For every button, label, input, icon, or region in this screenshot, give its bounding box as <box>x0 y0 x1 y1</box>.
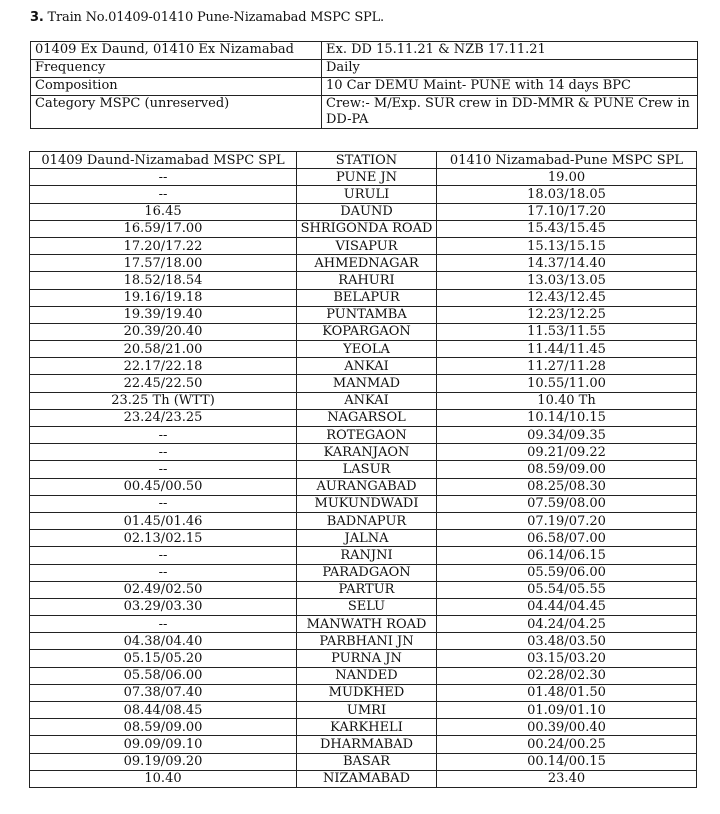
time-01409: 00.45/00.50 <box>30 478 297 495</box>
time-01410: 12.43/12.45 <box>437 289 697 306</box>
time-01410: 07.19/07.20 <box>437 512 697 529</box>
station-name: MUDKHED <box>297 684 437 701</box>
table-row <box>30 650 697 667</box>
time-01409: 18.52/18.54 <box>30 272 297 289</box>
time-01409: -- <box>30 169 297 186</box>
time-01410: 10.55/11.00 <box>437 375 697 392</box>
table-row <box>30 427 697 444</box>
station-name: AHMEDNAGAR <box>297 255 437 272</box>
table-row <box>30 323 697 340</box>
table-row <box>30 255 697 272</box>
table-row <box>30 358 697 375</box>
table-row <box>30 512 697 529</box>
station-name: JALNA <box>297 530 437 547</box>
station-name: KOPARGAON <box>297 323 437 340</box>
table-row <box>30 341 697 358</box>
station-name: PARBHANI JN <box>297 633 437 650</box>
time-01410: 06.58/07.00 <box>437 530 697 547</box>
time-01409: 05.15/05.20 <box>30 650 297 667</box>
station-name: SELU <box>297 598 437 615</box>
info-row <box>31 60 698 78</box>
time-01410: 17.10/17.20 <box>437 203 697 220</box>
time-01409: 09.19/09.20 <box>30 753 297 770</box>
table-row <box>30 547 697 564</box>
station-name: DHARMABAD <box>297 736 437 753</box>
station-name: PARTUR <box>297 581 437 598</box>
table-row <box>30 616 697 633</box>
table-row <box>30 237 697 254</box>
header-station: STATION <box>297 152 437 169</box>
table-row <box>30 375 697 392</box>
timetable-header-row <box>30 152 697 169</box>
time-01409: -- <box>30 616 297 633</box>
time-01410: 00.39/00.40 <box>437 719 697 736</box>
time-01410: 03.15/03.20 <box>437 650 697 667</box>
table-row <box>30 633 697 650</box>
table-row <box>30 770 697 787</box>
table-row <box>30 220 697 237</box>
time-01410: 11.27/11.28 <box>437 358 697 375</box>
time-01409: 19.16/19.18 <box>30 289 297 306</box>
info-value: Daily <box>322 60 698 78</box>
time-01410: 15.43/15.45 <box>437 220 697 237</box>
station-name: ANKAI <box>297 392 437 409</box>
station-name: BASAR <box>297 753 437 770</box>
time-01409: 23.24/23.25 <box>30 409 297 426</box>
table-row <box>30 169 697 186</box>
time-01410: 04.24/04.25 <box>437 616 697 633</box>
time-01410: 11.44/11.45 <box>437 341 697 358</box>
station-name: KARANJAON <box>297 444 437 461</box>
station-name: BADNAPUR <box>297 512 437 529</box>
time-01409: 16.59/17.00 <box>30 220 297 237</box>
time-01410: 10.14/10.15 <box>437 409 697 426</box>
time-01410: 01.48/01.50 <box>437 684 697 701</box>
info-label: Frequency <box>31 60 322 78</box>
time-01410: 05.59/06.00 <box>437 564 697 581</box>
table-row <box>30 306 697 323</box>
station-name: VISAPUR <box>297 237 437 254</box>
time-01409: 08.44/08.45 <box>30 702 297 719</box>
time-01409: 02.49/02.50 <box>30 581 297 598</box>
time-01410: 13.03/13.05 <box>437 272 697 289</box>
time-01410: 23.40 <box>437 770 697 787</box>
time-01409: 20.58/21.00 <box>30 341 297 358</box>
time-01409: -- <box>30 427 297 444</box>
station-name: DAUND <box>297 203 437 220</box>
header-01410: 01410 Nizamabad-Pune MSPC SPL <box>437 152 697 169</box>
header-01409: 01409 Daund-Nizamabad MSPC SPL <box>30 152 297 169</box>
station-name: PUNTAMBA <box>297 306 437 323</box>
table-row <box>30 272 697 289</box>
time-01409: 07.38/07.40 <box>30 684 297 701</box>
table-row <box>30 598 697 615</box>
station-name: RAHURI <box>297 272 437 289</box>
station-name: AURANGABAD <box>297 478 437 495</box>
table-row <box>30 478 697 495</box>
table-row <box>30 203 697 220</box>
time-01410: 08.59/09.00 <box>437 461 697 478</box>
time-01410: 08.25/08.30 <box>437 478 697 495</box>
time-01409: 17.57/18.00 <box>30 255 297 272</box>
time-01410: 03.48/03.50 <box>437 633 697 650</box>
document-title <box>30 10 384 25</box>
station-name: PUNE JN <box>297 169 437 186</box>
time-01409: -- <box>30 564 297 581</box>
station-name: LASUR <box>297 461 437 478</box>
table-row <box>30 444 697 461</box>
table-row <box>30 667 697 684</box>
time-01409: 01.45/01.46 <box>30 512 297 529</box>
time-01409: 04.38/04.40 <box>30 633 297 650</box>
table-row <box>30 409 697 426</box>
station-name: PURNA JN <box>297 650 437 667</box>
info-row <box>31 78 698 96</box>
time-01409: -- <box>30 444 297 461</box>
table-row <box>30 736 697 753</box>
table-row <box>30 753 697 770</box>
time-01410: 18.03/18.05 <box>437 186 697 203</box>
info-row <box>31 42 698 60</box>
station-name: ROTEGAON <box>297 427 437 444</box>
time-01410: 00.24/00.25 <box>437 736 697 753</box>
station-name: PARADGAON <box>297 564 437 581</box>
station-name: YEOLA <box>297 341 437 358</box>
info-label: 01409 Ex Daund, 01410 Ex Nizamabad <box>31 42 322 60</box>
table-row <box>30 530 697 547</box>
station-name: NANDED <box>297 667 437 684</box>
timetable <box>29 151 697 788</box>
time-01410: 04.44/04.45 <box>437 598 697 615</box>
time-01410: 15.13/15.15 <box>437 237 697 254</box>
table-row <box>30 581 697 598</box>
time-01410: 00.14/00.15 <box>437 753 697 770</box>
time-01410: 12.23/12.25 <box>437 306 697 323</box>
time-01410: 10.40 Th <box>437 392 697 409</box>
station-name: URULI <box>297 186 437 203</box>
table-row <box>30 719 697 736</box>
time-01409: 19.39/19.40 <box>30 306 297 323</box>
info-value: Ex. DD 15.11.21 & NZB 17.11.21 <box>322 42 698 60</box>
table-row <box>30 564 697 581</box>
table-row <box>30 684 697 701</box>
time-01409: 03.29/03.30 <box>30 598 297 615</box>
time-01410: 11.53/11.55 <box>437 323 697 340</box>
table-row <box>30 392 697 409</box>
table-row <box>30 289 697 306</box>
table-row <box>30 461 697 478</box>
time-01409: -- <box>30 186 297 203</box>
time-01409: 02.13/02.15 <box>30 530 297 547</box>
station-name: ANKAI <box>297 358 437 375</box>
time-01409: -- <box>30 495 297 512</box>
time-01409: -- <box>30 547 297 564</box>
time-01409: 17.20/17.22 <box>30 237 297 254</box>
info-label: Composition <box>31 78 322 96</box>
station-name: MUKUNDWADI <box>297 495 437 512</box>
station-name: KARKHELI <box>297 719 437 736</box>
info-label: Category MSPC (unreserved) <box>31 96 322 129</box>
time-01410: 06.14/06.15 <box>437 547 697 564</box>
info-value: 10 Car DEMU Maint- PUNE with 14 days BPC <box>322 78 698 96</box>
section-number: 3. <box>30 10 44 25</box>
station-name: MANMAD <box>297 375 437 392</box>
station-name: NAGARSOL <box>297 409 437 426</box>
time-01409: 22.17/22.18 <box>30 358 297 375</box>
time-01410: 14.37/14.40 <box>437 255 697 272</box>
time-01409: 23.25 Th (WTT) <box>30 392 297 409</box>
time-01410: 19.00 <box>437 169 697 186</box>
time-01409: 16.45 <box>30 203 297 220</box>
station-name: UMRI <box>297 702 437 719</box>
time-01409: 20.39/20.40 <box>30 323 297 340</box>
station-name: MANWATH ROAD <box>297 616 437 633</box>
time-01409: -- <box>30 461 297 478</box>
time-01409: 09.09/09.10 <box>30 736 297 753</box>
time-01409: 05.58/06.00 <box>30 667 297 684</box>
time-01410: 07.59/08.00 <box>437 495 697 512</box>
info-row <box>31 96 698 129</box>
time-01410: 09.34/09.35 <box>437 427 697 444</box>
time-01409: 10.40 <box>30 770 297 787</box>
time-01410: 01.09/01.10 <box>437 702 697 719</box>
title-text: Train No.01409-01410 Pune-Nizamabad MSPC SPL. <box>47 10 384 25</box>
table-row <box>30 495 697 512</box>
station-name: NIZAMABAD <box>297 770 437 787</box>
station-name: SHRIGONDA ROAD <box>297 220 437 237</box>
time-01410: 02.28/02.30 <box>437 667 697 684</box>
time-01410: 05.54/05.55 <box>437 581 697 598</box>
time-01410: 09.21/09.22 <box>437 444 697 461</box>
info-value: Crew:- M/Exp. SUR crew in DD-MMR & PUNE Crew in DD-PA <box>322 96 698 129</box>
time-01409: 08.59/09.00 <box>30 719 297 736</box>
train-info-table <box>30 41 698 129</box>
station-name: BELAPUR <box>297 289 437 306</box>
time-01409: 22.45/22.50 <box>30 375 297 392</box>
station-name: RANJNI <box>297 547 437 564</box>
table-row <box>30 702 697 719</box>
table-row <box>30 186 697 203</box>
